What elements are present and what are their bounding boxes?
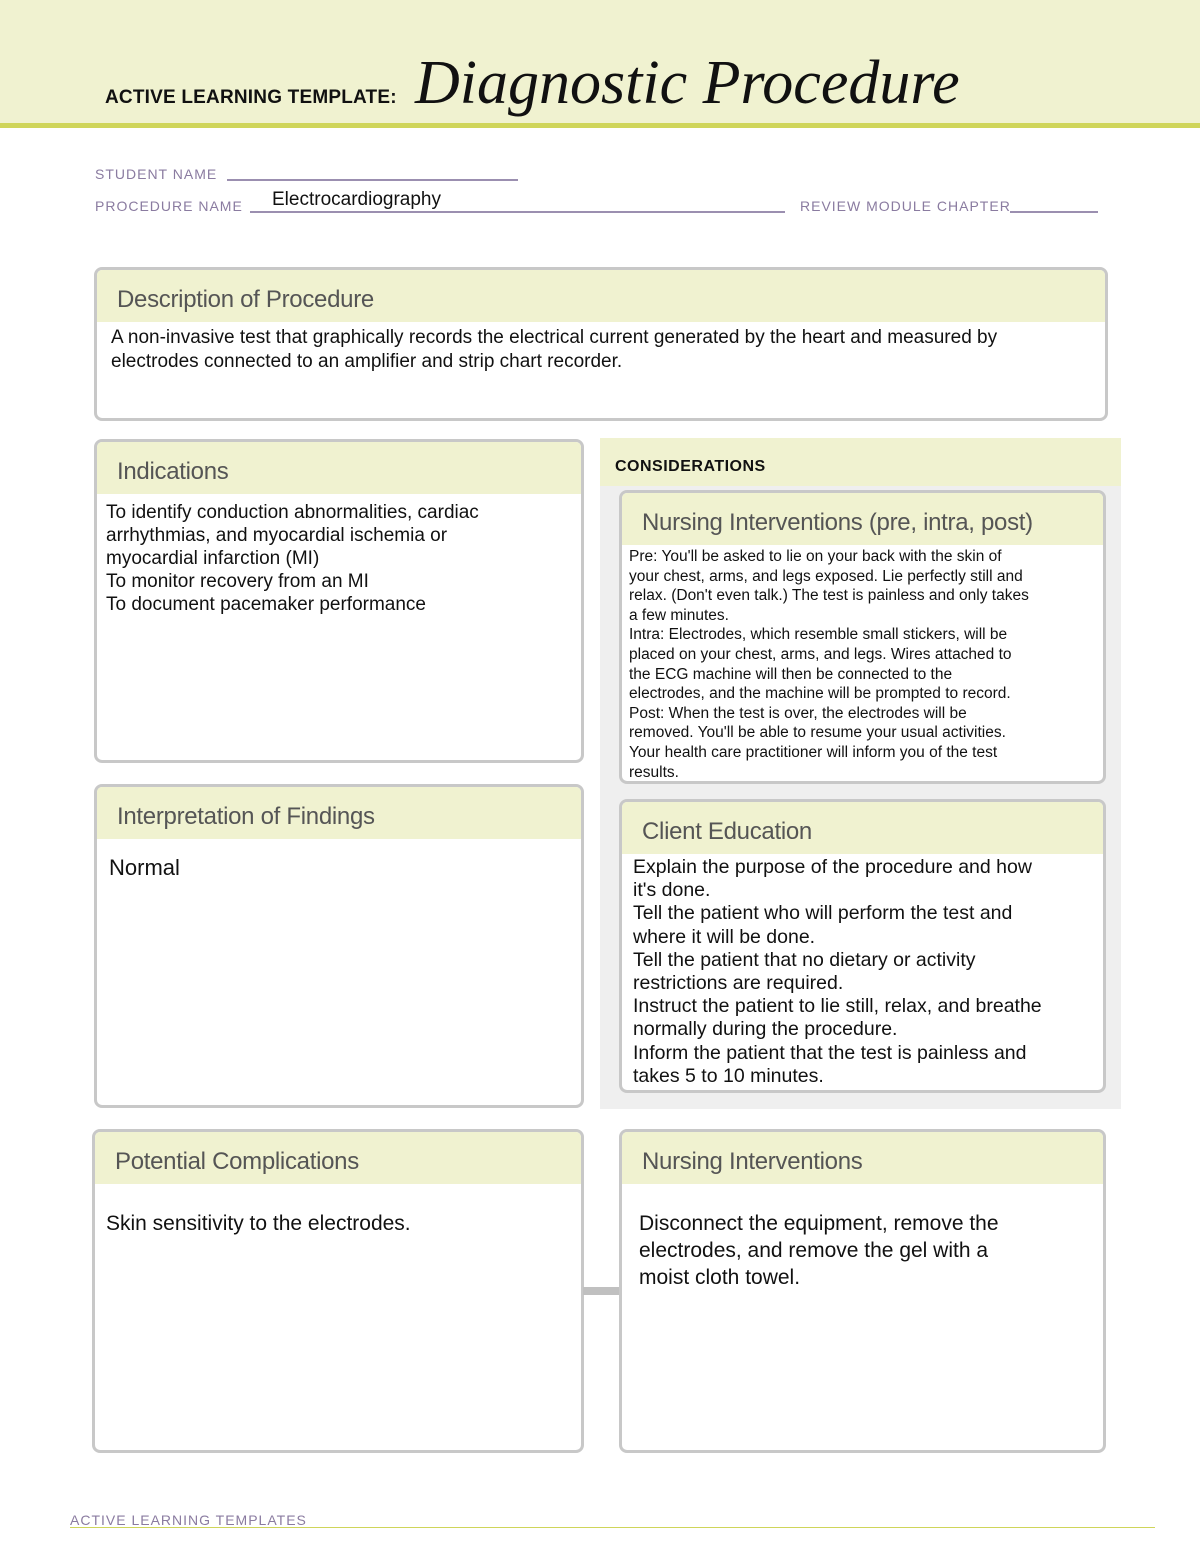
text-line: Tell the patient that no dietary or activity <box>633 948 976 971</box>
indications-text[interactable] <box>97 494 581 616</box>
student-name-label: STUDENT NAME <box>95 166 218 182</box>
client-education-title: Client Education <box>622 802 1103 854</box>
procedure-name-label: PROCEDURE NAME <box>95 198 243 214</box>
text-line: Skin sensitivity to the electrodes. <box>106 1212 411 1235</box>
text-line: To identify conduction abnormalities, cardiac <box>106 502 479 523</box>
text-line: electrodes, and the machine will be prompted to record. <box>629 685 1011 703</box>
interpretation-box <box>94 784 584 1108</box>
review-module-label: REVIEW MODULE CHAPTER <box>800 198 1011 214</box>
text-line: Tell the patient who will perform the test and <box>633 902 1013 925</box>
text-line: Explain the purpose of the procedure and how <box>633 856 1032 878</box>
interpretation-text[interactable] <box>97 839 581 881</box>
nursing-pre-intra-post-box <box>619 490 1106 784</box>
text-line: moist cloth towel. <box>639 1266 801 1289</box>
review-module-field[interactable] <box>1010 211 1098 213</box>
text-line: Your health care practitioner will inform you of the test <box>629 743 998 761</box>
text-line: A non-invasive test that graphically records the electrical current generated by the heart and measured by <box>111 327 998 348</box>
complications-text[interactable] <box>95 1184 581 1236</box>
procedure-name-value[interactable]: Electrocardiography <box>272 189 441 210</box>
text-line: restrictions are required. <box>633 972 844 995</box>
text-line: placed on your chest, arms, and legs. Wires attached to <box>629 645 1012 663</box>
text-line: the ECG machine will then be connected to the <box>629 665 953 683</box>
footer-label: ACTIVE LEARNING TEMPLATES <box>70 1512 307 1528</box>
text-line: myocardial infarction (MI) <box>106 548 320 569</box>
text-line: To monitor recovery from an MI <box>106 571 369 592</box>
text-line: arrhythmias, and myocardial ischemia or <box>106 525 448 546</box>
connector-bar <box>583 1287 621 1295</box>
text-line: takes 5 to 10 minutes. <box>633 1064 824 1087</box>
description-title: Description of Procedure <box>97 270 1105 322</box>
header-banner <box>0 0 1200 128</box>
text-line: Pre: You'll be asked to lie on your back with the skin of <box>629 548 1002 565</box>
complications-title: Potential Complications <box>95 1132 581 1184</box>
footer-divider <box>70 1527 1155 1528</box>
client-education-box <box>619 799 1106 1093</box>
procedure-name-field[interactable] <box>250 211 785 213</box>
nursing-interventions-box <box>619 1129 1106 1453</box>
page-title: Diagnostic Procedure <box>415 49 960 117</box>
student-name-field[interactable] <box>227 179 518 181</box>
text-line: Intra: Electrodes, which resemble small stickers, will be <box>629 626 1008 644</box>
considerations-title: CONSIDERATIONS <box>600 438 1121 486</box>
text-line: a few minutes. <box>629 606 729 624</box>
nursing-pre-intra-post-title: Nursing Interventions (pre, intra, post) <box>622 493 1103 545</box>
text-line: Inform the patient that the test is painless and <box>633 1041 1027 1064</box>
text-line: relax. (Don't even talk.) The test is painless and only takes <box>629 587 1029 605</box>
text-line: your chest, arms, and legs exposed. Lie perfectly still and <box>629 567 1023 585</box>
description-text[interactable] <box>97 322 1105 374</box>
text-line: results. <box>629 763 679 781</box>
text-line: removed. You'll be able to resume your usual activities. <box>629 724 1006 742</box>
indications-box <box>94 439 584 763</box>
nursing-interventions-title: Nursing Interventions <box>622 1132 1103 1184</box>
description-box <box>94 267 1108 421</box>
text-line: electrodes, and remove the gel with a <box>639 1239 989 1262</box>
complications-box <box>92 1129 584 1453</box>
indications-title: Indications <box>97 442 581 494</box>
text-line: Instruct the patient to lie still, relax, and breathe <box>633 995 1042 1018</box>
nursing-interventions-text[interactable] <box>622 1184 1103 1291</box>
interpretation-title: Interpretation of Findings <box>97 787 581 839</box>
template-label: ACTIVE LEARNING TEMPLATE: <box>105 87 397 108</box>
text-line: it's done. <box>633 879 711 902</box>
text-line: Normal <box>109 855 180 880</box>
text-line: where it will be done. <box>633 925 816 948</box>
text-line: electrodes connected to an amplifier and strip chart recorder. <box>111 351 623 372</box>
text-line: Disconnect the equipment, remove the <box>639 1212 999 1235</box>
nursing-pre-intra-post-text[interactable] <box>622 545 1103 782</box>
client-education-text[interactable] <box>622 854 1103 1088</box>
text-line: Post: When the test is over, the electrodes will be <box>629 704 967 722</box>
text-line: To document pacemaker performance <box>106 594 426 615</box>
text-line: normally during the procedure. <box>633 1018 898 1041</box>
